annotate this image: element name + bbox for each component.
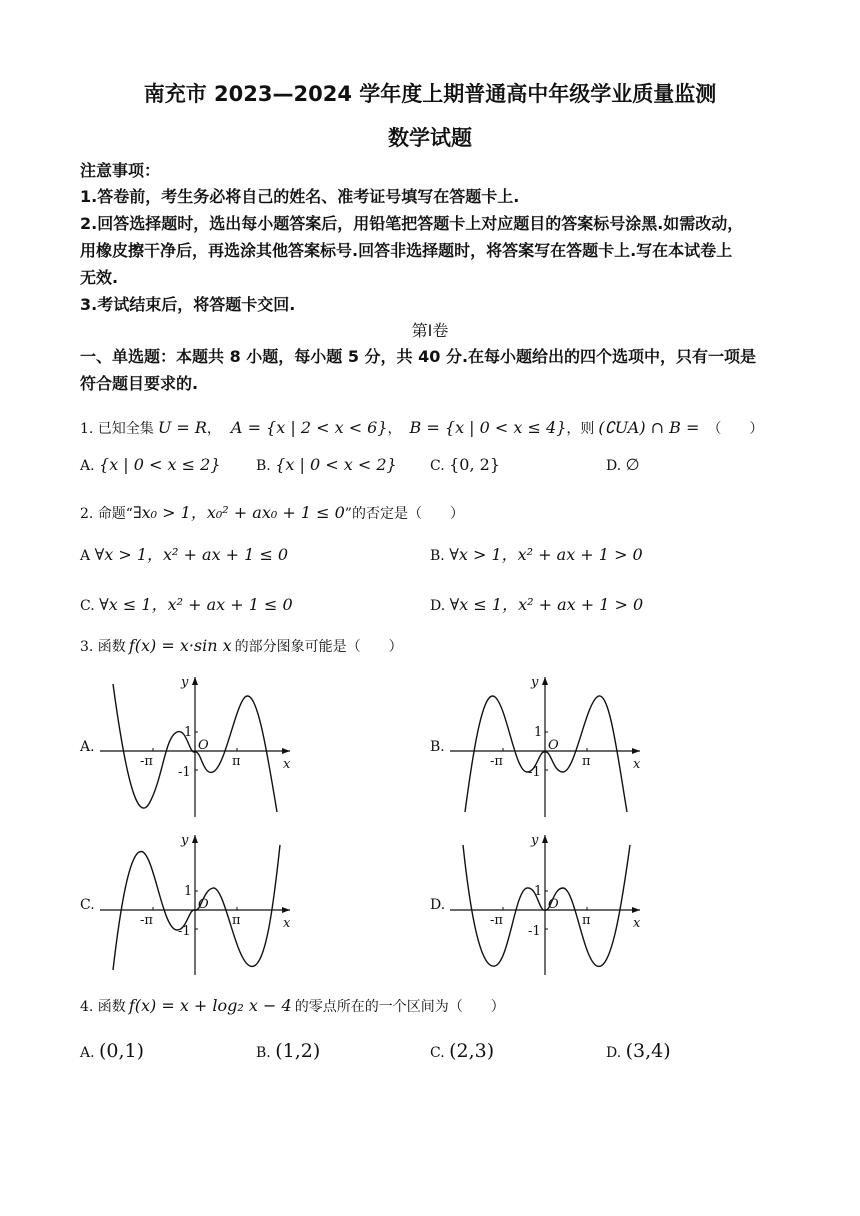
q2-tail: ”的否定是（ ） [344,506,464,522]
q3-graph-c-curve [113,845,280,970]
neg-pi-label: -π [140,913,153,928]
q3-graph-d-curve [463,845,630,966]
one-label: 1 [184,884,193,899]
q4-option-b-label: B. [256,1045,271,1061]
q2-option-d-label: D. [430,598,446,614]
q2-stem [80,500,464,523]
q3-function: f(x) = x·sin x [128,636,232,655]
q1-option-c-label: C. [430,458,445,474]
q1-then: 则 [580,421,595,437]
q4-lead: 4. 函数 [80,999,126,1015]
y-axis-label: y [531,833,539,848]
q2-option-b-label: B. [430,548,445,564]
y-axis-arrow [192,835,198,843]
y-axis-arrow [542,835,548,843]
q4-option-c-text: (2,3) [449,1040,495,1062]
q4-option-a-label: A. [80,1045,95,1061]
q2-option-d-text: ∀x ≤ 1，x² + ax + 1 > 0 [449,595,644,614]
origin-label: O [548,738,559,753]
q1-option-b-text: {x | 0 < x < 2} [275,455,397,474]
notice-line-2b: 用橡皮擦干净后，再选涂其他答案标号.回答非选择题时，将答案写在答题卡上.写在本试卷上 [80,241,733,260]
pi-label: π [232,754,241,769]
q2-option-b-text: ∀x > 1，x² + ax + 1 > 0 [449,545,643,564]
q3-graph-d[interactable] [445,830,650,980]
q1-option-a-text: {x | 0 < x ≤ 2} [99,455,221,474]
pi-label: π [232,913,241,928]
q4-tail: 的零点所在的一个区间为（ ） [294,999,505,1015]
q3-option-d-label[interactable]: D. [430,897,446,913]
notice-line-2a: 2.回答选择题时，选出每小题答案后，用铅笔把答题卡上对应题目的答案标号涂黑.如需改动， [80,214,744,233]
neg-one-label: -1 [178,924,191,939]
q1-paren: （ ） [707,421,764,437]
x-axis-label: x [633,757,641,772]
q4-stem [80,996,505,1016]
q2-lead: 2. 命题“ [80,506,133,522]
q4-option-c[interactable] [430,1040,494,1062]
y-axis-label: y [181,675,189,690]
q4-option-c-label: C. [430,1045,445,1061]
pi-label: π [582,913,591,928]
q1-option-b[interactable] [256,455,397,474]
origin-label: O [198,738,209,753]
volume-label: 第Ⅰ卷 [411,321,449,340]
neg-one-label: -1 [178,765,191,780]
q4-option-a[interactable] [80,1040,144,1062]
section-heading-a: 一、单选题：本题共 8 小题，每小题 5 分，共 40 分.在每小题给出的四个选项中，只有一项是 [80,347,757,366]
one-label: 1 [184,725,193,740]
one-label: 1 [534,725,543,740]
q4-option-d-text: (3,4) [625,1040,671,1062]
q2-option-c-label: C. [80,598,95,614]
q1-universe: U = R [157,418,207,437]
one-label: 1 [534,884,543,899]
neg-one-label: -1 [528,924,541,939]
q1-option-b-label: B. [256,458,271,474]
origin-label: O [198,897,209,912]
notice-line-1: 1.答卷前，考生务必将自己的姓名、准考证号填写在答题卡上. [80,187,520,206]
q1-option-c[interactable] [430,455,500,474]
y-axis-label: y [181,833,189,848]
q3-option-a-label[interactable]: A. [80,739,95,755]
pi-label: π [582,754,591,769]
q2-option-a[interactable] [80,542,288,565]
origin-label: O [548,897,559,912]
q2-option-c-text: ∀x ≤ 1，x² + ax + 1 ≤ 0 [99,595,293,614]
q1-set-a: A = {x | 2 < x < 6} [230,418,388,437]
q3-option-c-label[interactable]: C. [80,897,95,913]
x-axis-arrow [282,907,290,913]
q1-lead: 1. 已知全集 [80,421,154,437]
x-axis-label: x [633,916,641,931]
notice-heading: 注意事项： [80,161,161,180]
q3-option-b-label[interactable]: B. [430,739,445,755]
q2-option-a-label: A [80,548,91,564]
q2-option-c[interactable] [80,592,293,615]
notice-line-2c: 无效. [80,268,119,287]
y-axis-arrow [192,677,198,685]
y-axis-arrow [542,677,548,685]
q1-set-b: B = {x | 0 < x ≤ 4} [409,418,567,437]
q2-option-d[interactable] [430,592,643,615]
x-axis-label: x [283,757,291,772]
x-axis-arrow [282,748,290,754]
notice-line-3: 3.考试结束后，将答题卡交回. [80,295,296,314]
exam-subtitle: 数学试题 [388,126,472,150]
exam-title: 南充市 2023—2024 学年度上期普通高中年级学业质量监测 [143,82,717,106]
q3-graph-a[interactable] [95,672,300,822]
q4-option-d[interactable] [606,1040,671,1062]
q4-option-a-text: (0,1) [99,1040,145,1062]
q4-option-b-text: (1,2) [275,1040,321,1062]
q3-tail: 的部分图象可能是（ ） [234,639,403,655]
q3-stem [80,636,403,656]
q3-lead: 3. 函数 [80,639,126,655]
q4-function: f(x) = x + log₂ x − 4 [128,996,292,1015]
q2-option-a-text: ∀x > 1，x² + ax + 1 ≤ 0 [94,545,289,564]
q1-option-d[interactable] [606,455,640,474]
q3-graph-c[interactable] [95,830,300,980]
neg-pi-label: -π [490,754,503,769]
q4-option-b[interactable] [256,1040,320,1062]
neg-pi-label: -π [490,913,503,928]
q1-option-d-label: D. [606,458,622,474]
x-axis-label: x [283,916,291,931]
q3-graph-b[interactable] [445,672,650,822]
q1-option-a[interactable] [80,455,221,474]
q2-option-b[interactable] [430,542,643,565]
section-heading-b: 符合题目要求的. [80,374,199,393]
neg-pi-label: -π [140,754,153,769]
q2-proposition: ∃x₀ > 1，x₀² + ax₀ + 1 ≤ 0 [132,503,345,522]
q1-option-a-label: A. [80,458,95,474]
q4-option-d-label: D. [606,1045,622,1061]
q1-expression: (∁UA) ∩ B = [598,418,700,437]
y-axis-label: y [531,675,539,690]
q1-option-c-text: {0, 2} [449,455,501,474]
neg-one-label: -1 [528,765,541,780]
x-axis-arrow [632,748,640,754]
q1-option-d-text: ∅ [625,455,640,474]
q1-stem: 1. 已知全集 U = R， A = {x | 2 < x < 6}， B = {x | 0 < x ≤ 4}，则 (∁UA) ∩ B = （ ） [80,418,764,437]
x-axis-arrow [632,907,640,913]
